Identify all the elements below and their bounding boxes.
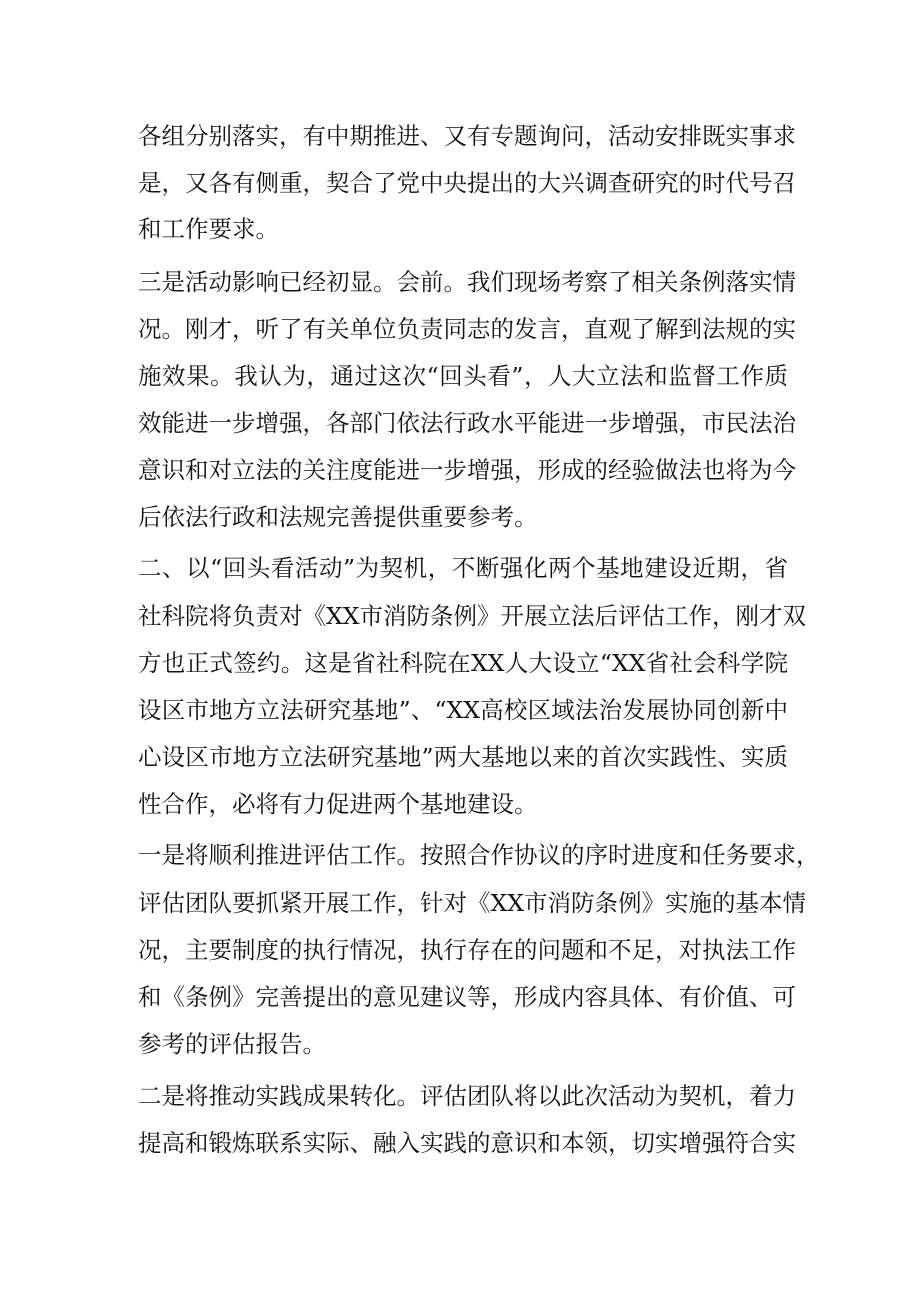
text-line: 二是将推动实践成果转化。评估团队将以此次活动为契机，着力	[138, 1082, 796, 1110]
text-line: 参考的评估报告。	[138, 1030, 326, 1058]
text-line: 评估团队要抓紧开展工作，针对《XX市消防条例》实施的基本情	[138, 889, 806, 917]
text-line: 各组分别落实，有中期推进、又有专题询问，活动安排既实事求	[138, 122, 796, 150]
text-line: 提高和锻炼联系实际、融入实践的意识和本领，切实增强符合实	[138, 1129, 796, 1157]
text-line: 方也正式签约。这是省社科院在XX人大设立“XX省社会科学院	[138, 649, 788, 677]
text-line: 设区市地方立法研究基地”、“XX高校区域法治发展协同创新中	[138, 696, 788, 724]
text-line: 二、以“回头看活动”为契机，不断强化两个基地建设近期，省	[138, 554, 788, 582]
text-line: 况。刚才，听了有关单位负责同志的发言，直观了解到法规的实	[138, 315, 796, 343]
text-line: 况，主要制度的执行情况，执行存在的问题和不足，对执法工作	[138, 936, 796, 964]
text-line: 和工作要求。	[138, 215, 279, 243]
text-line: 心设区市地方立法研究基地”两大基地以来的首次实践性、实质	[138, 743, 788, 771]
text-line: 和《条例》完善提出的意见建议等，形成内容具体、有价值、可	[138, 983, 796, 1011]
text-line: 施效果。我认为，通过这次“回头看”，人大立法和监督工作质	[138, 362, 788, 390]
text-line: 三是活动影响已经初显。会前。我们现场考察了相关条例落实情	[138, 268, 796, 296]
text-line: 效能进一步增强，各部门依法行政水平能进一步增强，市民法治	[138, 409, 796, 437]
text-line: 性合作，必将有力促进两个基地建设。	[138, 790, 538, 818]
text-line: 意识和对立法的关注度能进一步增强，形成的经验做法也将为今	[138, 456, 796, 484]
text-line: 是，又各有侧重，契合了党中央提出的大兴调查研究的时代号召	[138, 169, 796, 197]
text-line: 一是将顺利推进评估工作。按照合作协议的序时进度和任务要求，	[138, 841, 820, 869]
text-line: 社科院将负责对《XX市消防条例》开展立法后评估工作，刚才双	[138, 602, 806, 630]
text-line: 后依法行政和法规完善提供重要参考。	[138, 503, 538, 531]
